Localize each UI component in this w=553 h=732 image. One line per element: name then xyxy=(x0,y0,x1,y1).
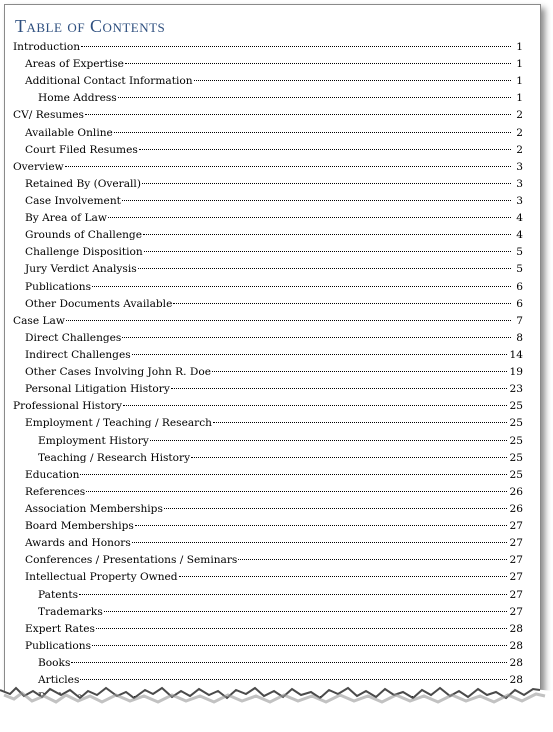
toc-entry[interactable] xyxy=(13,400,523,417)
toc-leader-dots xyxy=(135,525,507,526)
toc-page-number: 27 xyxy=(509,588,523,601)
toc-entry-label: Introduction xyxy=(13,41,81,53)
toc-entry[interactable] xyxy=(13,520,523,537)
toc-entry[interactable] xyxy=(13,503,523,520)
toc-page-number: 5 xyxy=(516,246,523,259)
toc-leader-dots xyxy=(104,611,507,612)
toc-page-number: 1 xyxy=(516,75,523,88)
toc-page-number: 28 xyxy=(509,674,523,687)
toc-page-number: 1 xyxy=(516,58,523,71)
toc-leader-dots xyxy=(66,320,511,321)
toc-page-number: 27 xyxy=(509,554,523,567)
toc-page-number: 8 xyxy=(516,331,523,344)
toc-entry-label: Education xyxy=(25,468,80,481)
toc-leader-dots xyxy=(139,149,511,150)
document-page xyxy=(4,4,541,706)
toc-entry-label: Jury Verdict Analysis xyxy=(25,263,137,276)
toc-page-number: 3 xyxy=(516,177,523,190)
toc-entry-label: Overview xyxy=(13,160,64,173)
toc-entry[interactable] xyxy=(13,606,523,623)
toc-page-number: 26 xyxy=(509,485,523,498)
toc-entry-label: Publications xyxy=(25,280,92,293)
toc-entry[interactable] xyxy=(13,366,523,383)
toc-entry-label: Grounds of Challenge xyxy=(25,229,142,242)
toc-leader-dots xyxy=(143,234,511,235)
toc-leader-dots xyxy=(92,645,506,646)
toc-entry[interactable] xyxy=(13,109,523,126)
toc-entry[interactable] xyxy=(13,58,523,75)
toc-leader-dots xyxy=(81,46,511,47)
toc-entry[interactable] xyxy=(13,537,523,554)
toc-entry[interactable] xyxy=(13,383,523,400)
toc-entry[interactable] xyxy=(13,127,523,144)
toc-page-number: 2 xyxy=(516,143,523,156)
toc-entry-label: Publications xyxy=(25,639,92,652)
toc-leader-dots xyxy=(65,166,511,167)
toc-page-number: 3 xyxy=(516,194,523,207)
toc-page-number: 4 xyxy=(516,229,523,242)
toc-page-number: 1 xyxy=(516,41,523,53)
toc-entry-label: By Area of Law xyxy=(25,212,107,225)
table-of-contents xyxy=(13,41,523,706)
toc-entry-label: Other Documents Available xyxy=(25,297,173,310)
toc-entry[interactable] xyxy=(13,657,523,674)
toc-entry[interactable] xyxy=(13,298,523,315)
toc-entry[interactable] xyxy=(13,332,523,349)
toc-page-number: 27 xyxy=(509,605,523,618)
toc-entry-label: Indirect Challenges xyxy=(25,348,131,361)
toc-page-number: 25 xyxy=(509,400,523,413)
toc-entry[interactable] xyxy=(13,417,523,434)
toc-leader-dots xyxy=(122,337,511,338)
toc-entry-label: Board Memberships xyxy=(25,520,134,533)
toc-entry-label: Conferences / Presentations / Seminars xyxy=(25,554,238,567)
toc-leader-dots xyxy=(71,662,506,663)
toc-leader-dots xyxy=(118,97,511,98)
toc-leader-dots xyxy=(79,594,507,595)
toc-page-number: 2 xyxy=(516,126,523,139)
toc-entry-label: Trademarks xyxy=(38,605,103,618)
toc-leader-dots xyxy=(173,303,511,304)
toc-leader-dots xyxy=(238,559,506,560)
toc-leader-dots xyxy=(194,80,511,81)
toc-entry-label: Patents xyxy=(38,588,79,601)
toc-entry-label: Direct Challenges xyxy=(25,331,122,344)
toc-leader-dots xyxy=(85,114,511,115)
toc-entry-label: Awards and Honors xyxy=(25,537,131,550)
toc-entry-label: Case Law xyxy=(13,314,65,327)
toc-title: Table of Contents xyxy=(15,16,166,36)
toc-entry[interactable] xyxy=(13,281,523,298)
toc-page-number: 28 xyxy=(509,656,523,669)
toc-entry[interactable] xyxy=(13,435,523,452)
toc-entry-label: Other Cases Involving John R. Doe xyxy=(25,366,211,379)
toc-leader-dots xyxy=(213,422,507,423)
toc-entry-label: Areas of Expertise xyxy=(25,58,124,71)
toc-entry-label: Employment History xyxy=(38,434,149,447)
toc-entry[interactable] xyxy=(13,144,523,161)
toc-entry-label: Challenge Disposition xyxy=(25,246,143,259)
toc-page-number: 19 xyxy=(509,366,523,379)
toc-entry[interactable] xyxy=(13,212,523,229)
toc-leader-dots xyxy=(138,268,511,269)
torn-page-edge xyxy=(0,676,553,732)
toc-page-number: 25 xyxy=(509,417,523,430)
toc-entry[interactable] xyxy=(13,92,523,109)
toc-page-number: 26 xyxy=(509,502,523,515)
toc-leader-dots xyxy=(150,440,507,441)
toc-page-number: 28 xyxy=(509,639,523,652)
toc-entry-label: Case Involvement xyxy=(25,194,121,207)
toc-leader-dots xyxy=(179,576,507,577)
toc-entry-label: Professional History xyxy=(13,400,123,413)
toc-page-number: 2 xyxy=(516,109,523,122)
toc-leader-dots xyxy=(114,132,511,133)
toc-leader-dots xyxy=(80,474,506,475)
toc-page-number: 27 xyxy=(509,571,523,584)
toc-leader-dots xyxy=(212,371,507,372)
toc-entry[interactable] xyxy=(13,161,523,178)
toc-page-number: 6 xyxy=(516,280,523,293)
toc-leader-dots xyxy=(123,405,506,406)
toc-entry[interactable] xyxy=(13,41,523,58)
toc-page-number: 28 xyxy=(509,622,523,635)
toc-entry-label: Association Memberships xyxy=(25,502,163,515)
toc-leader-dots xyxy=(108,217,511,218)
toc-entry[interactable] xyxy=(13,246,523,263)
toc-page-number: 25 xyxy=(509,434,523,447)
toc-leader-dots xyxy=(144,251,511,252)
toc-entry-label: Expert Rates xyxy=(25,622,95,635)
toc-entry-label: References xyxy=(25,485,86,498)
toc-leader-dots xyxy=(132,542,507,543)
toc-entry[interactable] xyxy=(13,640,523,657)
toc-entry-label: Available Online xyxy=(25,126,113,139)
toc-entry-label: Employment / Teaching / Research xyxy=(25,417,212,430)
toc-entry-label: Additional Contact Information xyxy=(25,75,193,88)
toc-entry[interactable] xyxy=(13,75,523,92)
toc-entry[interactable] xyxy=(13,486,523,503)
toc-page-number: 1 xyxy=(516,92,523,105)
toc-leader-dots xyxy=(132,354,507,355)
toc-entry[interactable] xyxy=(13,263,523,280)
toc-leader-dots xyxy=(171,388,507,389)
toc-entry-label: Court Filed Resumes xyxy=(25,143,138,156)
toc-page-number: 23 xyxy=(509,383,523,396)
toc-page-number: 3 xyxy=(516,160,523,173)
toc-leader-dots xyxy=(92,286,511,287)
toc-entry[interactable] xyxy=(13,349,523,366)
toc-leader-dots xyxy=(125,63,511,64)
toc-entry-label: Personal Litigation History xyxy=(25,383,170,396)
toc-entry[interactable] xyxy=(13,554,523,571)
toc-entry-label: Intellectual Property Owned xyxy=(25,571,178,584)
toc-page-number: 27 xyxy=(509,520,523,533)
toc-entry-label: Articles xyxy=(38,674,80,687)
toc-entry[interactable] xyxy=(13,195,523,212)
toc-leader-dots xyxy=(142,183,511,184)
toc-leader-dots xyxy=(122,200,511,201)
toc-page-number: 25 xyxy=(509,451,523,464)
toc-page-number: 7 xyxy=(516,314,523,327)
toc-page-number: 5 xyxy=(516,263,523,276)
toc-page-number: 25 xyxy=(509,468,523,481)
toc-page-number: 27 xyxy=(509,537,523,550)
toc-entry[interactable] xyxy=(13,178,523,195)
toc-entry-label: Books xyxy=(38,656,71,669)
toc-entry-label: CV/ Resumes xyxy=(13,109,84,122)
toc-page-number: 6 xyxy=(516,297,523,310)
toc-leader-dots xyxy=(164,508,507,509)
toc-entry-label: Retained By (Overall) xyxy=(25,177,141,190)
toc-leader-dots xyxy=(191,457,506,458)
toc-leader-dots xyxy=(96,628,507,629)
toc-page-number: 4 xyxy=(516,212,523,225)
toc-page-number: 14 xyxy=(509,348,523,361)
toc-entry[interactable] xyxy=(13,452,523,469)
toc-entry[interactable] xyxy=(13,589,523,606)
toc-entry-label: Teaching / Research History xyxy=(38,451,191,464)
toc-leader-dots xyxy=(86,491,506,492)
toc-entry[interactable] xyxy=(13,315,523,332)
toc-entry[interactable] xyxy=(13,229,523,246)
toc-entry[interactable] xyxy=(13,469,523,486)
toc-entry-label: Home Address xyxy=(38,92,117,105)
toc-entry[interactable] xyxy=(13,623,523,640)
toc-entry[interactable] xyxy=(13,571,523,588)
